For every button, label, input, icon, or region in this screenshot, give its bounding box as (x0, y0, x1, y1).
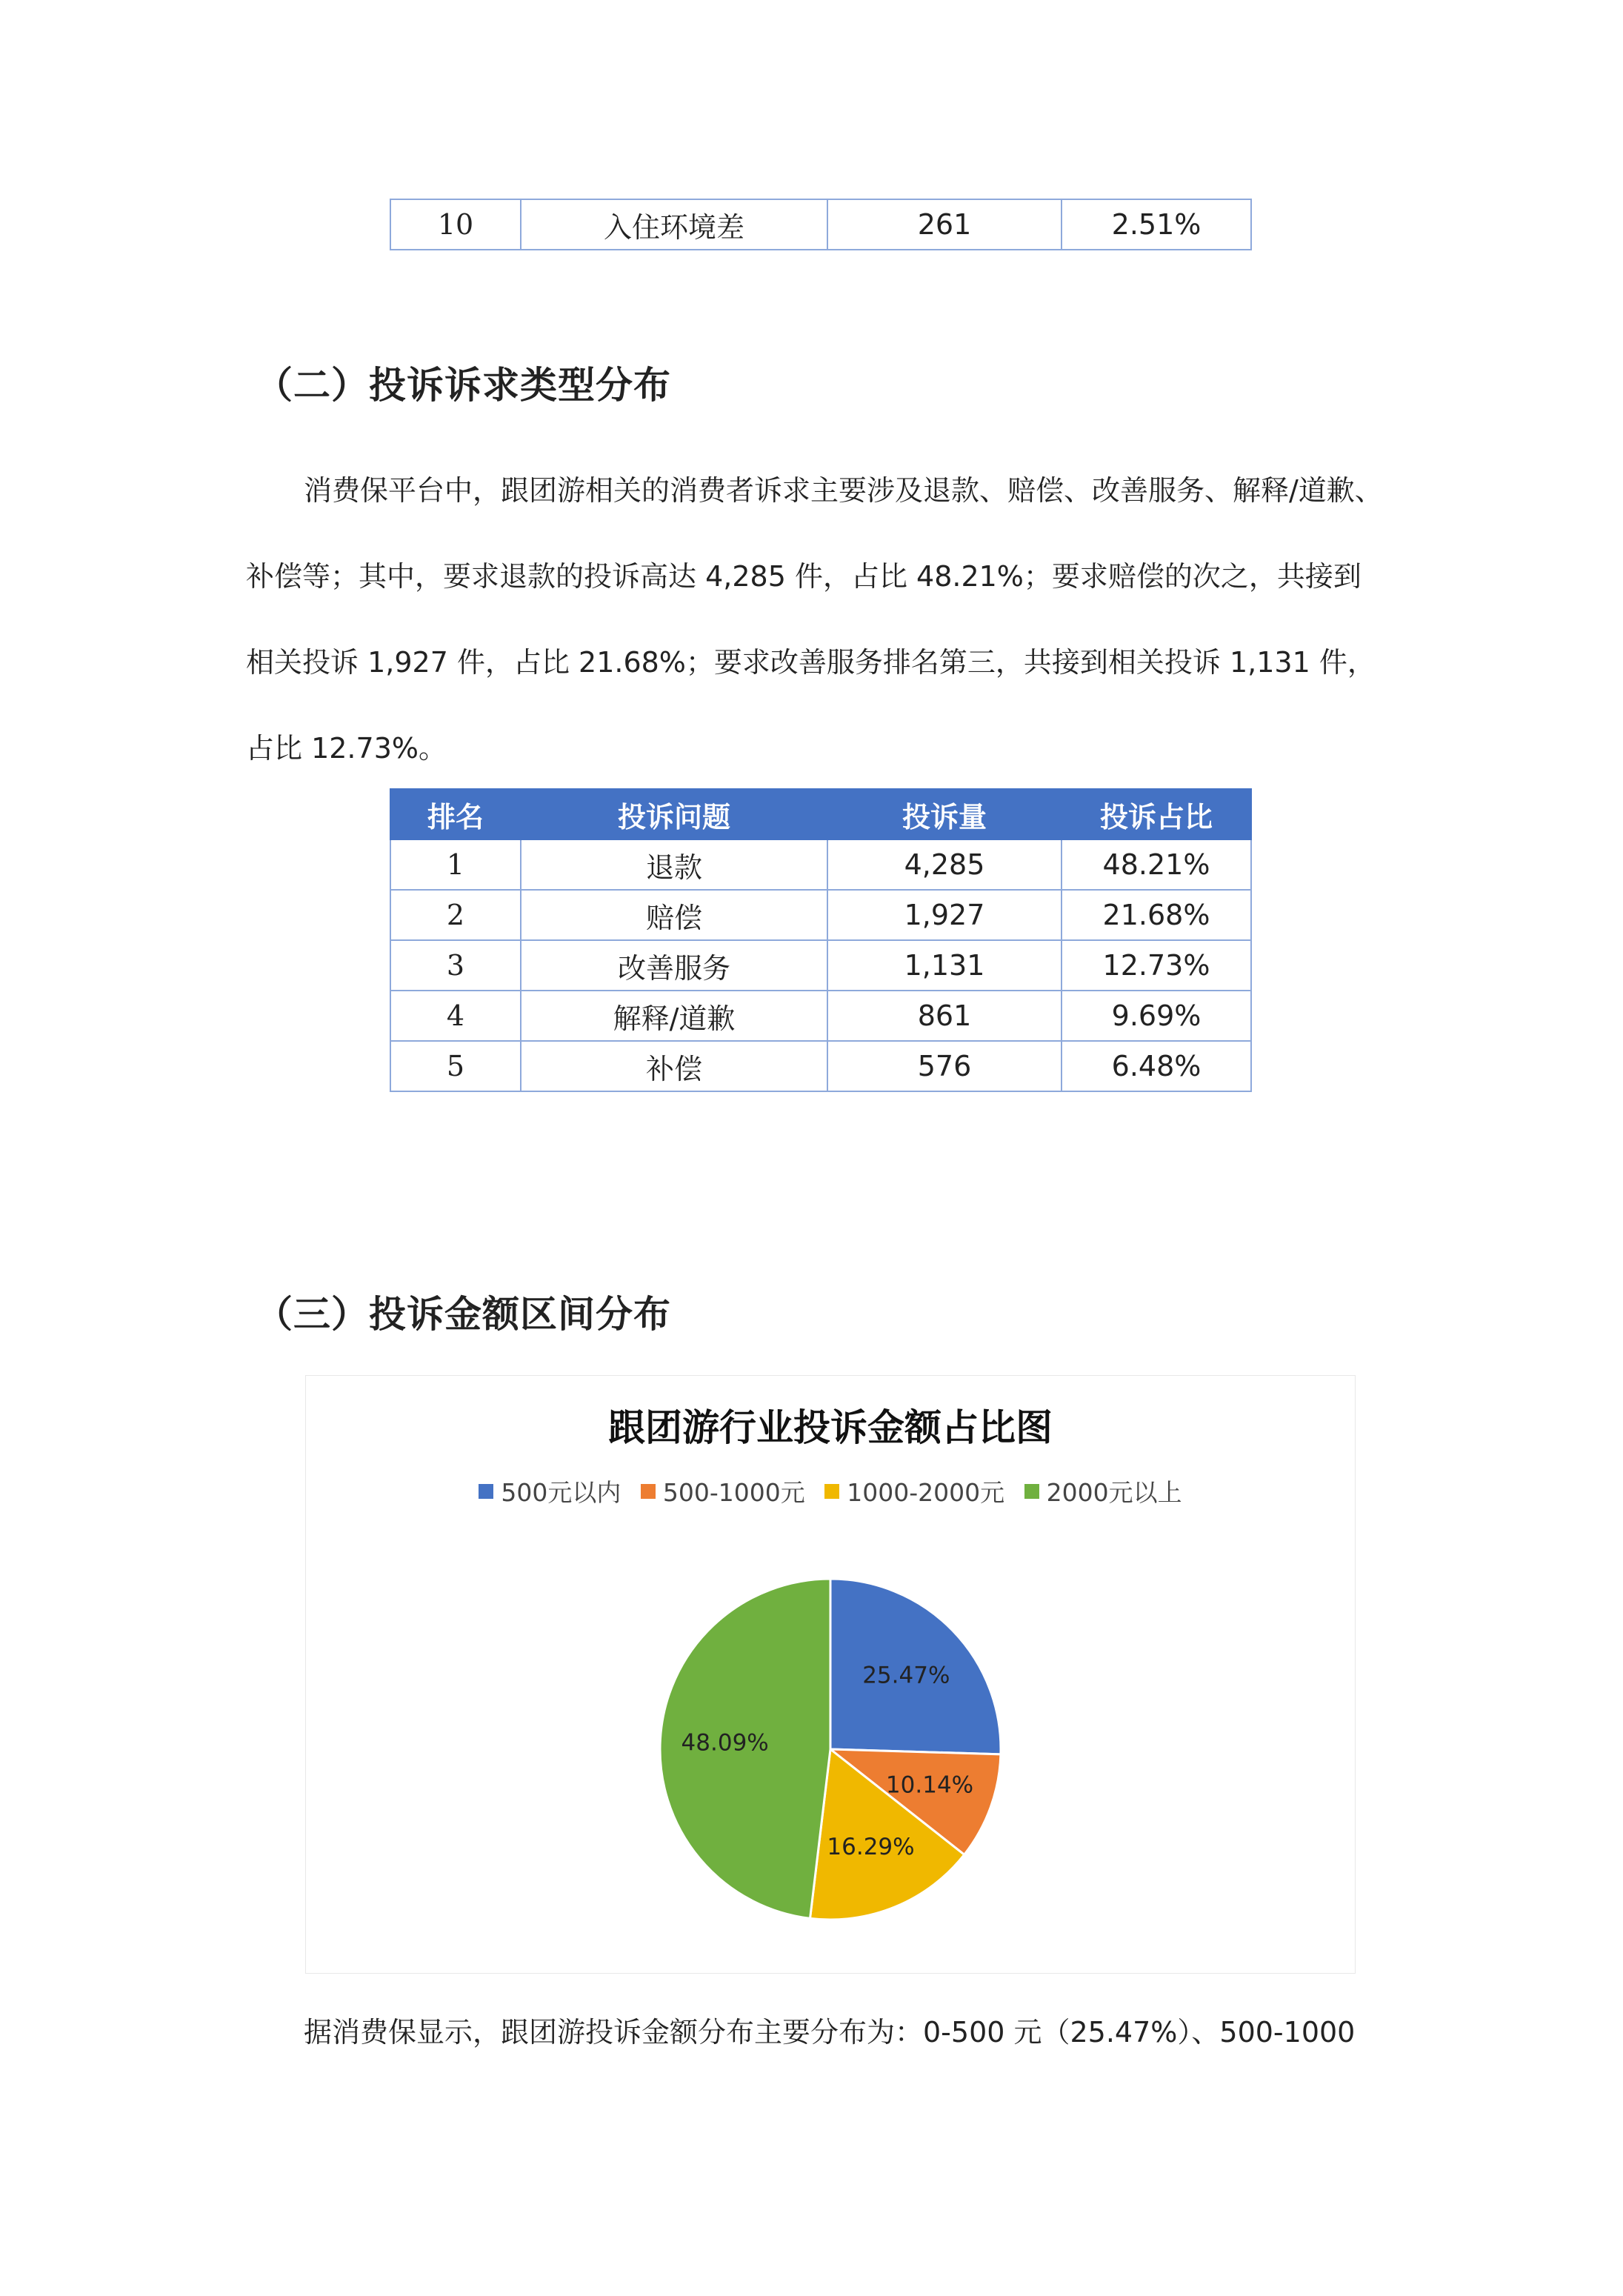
share-cell: 48.21% (1062, 839, 1251, 890)
rank-cell: 10 (390, 199, 521, 250)
rank-cell: 1 (390, 839, 521, 890)
slice-data-label: 10.14% (885, 1771, 974, 1799)
issue-cell: 改善服务 (521, 940, 827, 991)
section-heading-3: （三）投诉金额区间分布 (256, 1293, 671, 1336)
issue-cell: 赔偿 (521, 890, 827, 940)
issue-cell: 退款 (521, 839, 827, 890)
table-row (390, 199, 1251, 250)
rank-cell: 2 (390, 890, 521, 940)
slice-data-label: 16.29% (827, 1833, 915, 1860)
legend-label: 500-1000元 (662, 1478, 805, 1507)
count-cell: 261 (827, 199, 1062, 250)
section-heading-2: （二）投诉诉求类型分布 (256, 364, 671, 407)
table-header-row (390, 789, 1251, 839)
table-row (390, 890, 1251, 940)
paragraph-line: 占比 12.73%。 (246, 732, 447, 765)
top-table (390, 199, 1252, 250)
header-rank: 排名 (390, 789, 521, 839)
chart-title: 跟团游行业投诉金额占比图 (608, 1406, 1053, 1449)
slice-data-label: 48.09% (681, 1729, 769, 1757)
share-cell: 9.69% (1062, 991, 1251, 1041)
pie-chart (305, 1375, 1356, 1974)
legend-label: 1000-2000元 (847, 1478, 1005, 1507)
slice-data-label: 25.47% (862, 1662, 950, 1689)
rank-cell: 5 (390, 1041, 521, 1091)
issue-cell: 补偿 (521, 1041, 827, 1091)
header-share: 投诉占比 (1062, 789, 1251, 839)
table-row (390, 991, 1251, 1041)
share-cell: 21.68% (1062, 890, 1251, 940)
legend-label: 2000元以上 (1046, 1478, 1182, 1507)
count-cell: 1,927 (827, 890, 1062, 940)
complaint-type-table (390, 788, 1252, 1092)
legend-label: 500元以内 (501, 1478, 621, 1507)
count-cell: 1,131 (827, 940, 1062, 991)
paragraph-line: 消费保平台中，跟团游相关的消费者诉求主要涉及退款、赔偿、改善服务、解释/道歉、 (304, 474, 1383, 507)
share-cell: 12.73% (1062, 940, 1251, 991)
share-cell: 6.48% (1062, 1041, 1251, 1091)
count-cell: 4,285 (827, 839, 1062, 890)
section-3-paragraph: 据消费保显示，跟团游投诉金额分布主要分布为：0-500 元（25.47%）、500-1000 (304, 2016, 1356, 2049)
header-count: 投诉量 (827, 789, 1062, 839)
paragraph-line: 补偿等；其中，要求退款的投诉高达 4,285 件，占比 48.21%；要求赔偿的次之，共接到 (246, 560, 1362, 593)
header-issue: 投诉问题 (521, 789, 827, 839)
rank-cell: 3 (390, 940, 521, 991)
table-row (390, 839, 1251, 890)
share-cell: 2.51% (1062, 199, 1251, 250)
count-cell: 576 (827, 1041, 1062, 1091)
pie-plot-area (306, 1376, 1355, 1973)
paragraph-line: 相关投诉 1,927 件，占比 21.68%；要求改善服务排名第三，共接到相关投诉 1,131 件， (246, 646, 1376, 679)
issue-cell: 解释/道歉 (521, 991, 827, 1041)
table-row (390, 1041, 1251, 1091)
table-row (390, 940, 1251, 991)
rank-cell: 4 (390, 991, 521, 1041)
issue-cell: 入住环境差 (521, 199, 827, 250)
count-cell: 861 (827, 991, 1062, 1041)
